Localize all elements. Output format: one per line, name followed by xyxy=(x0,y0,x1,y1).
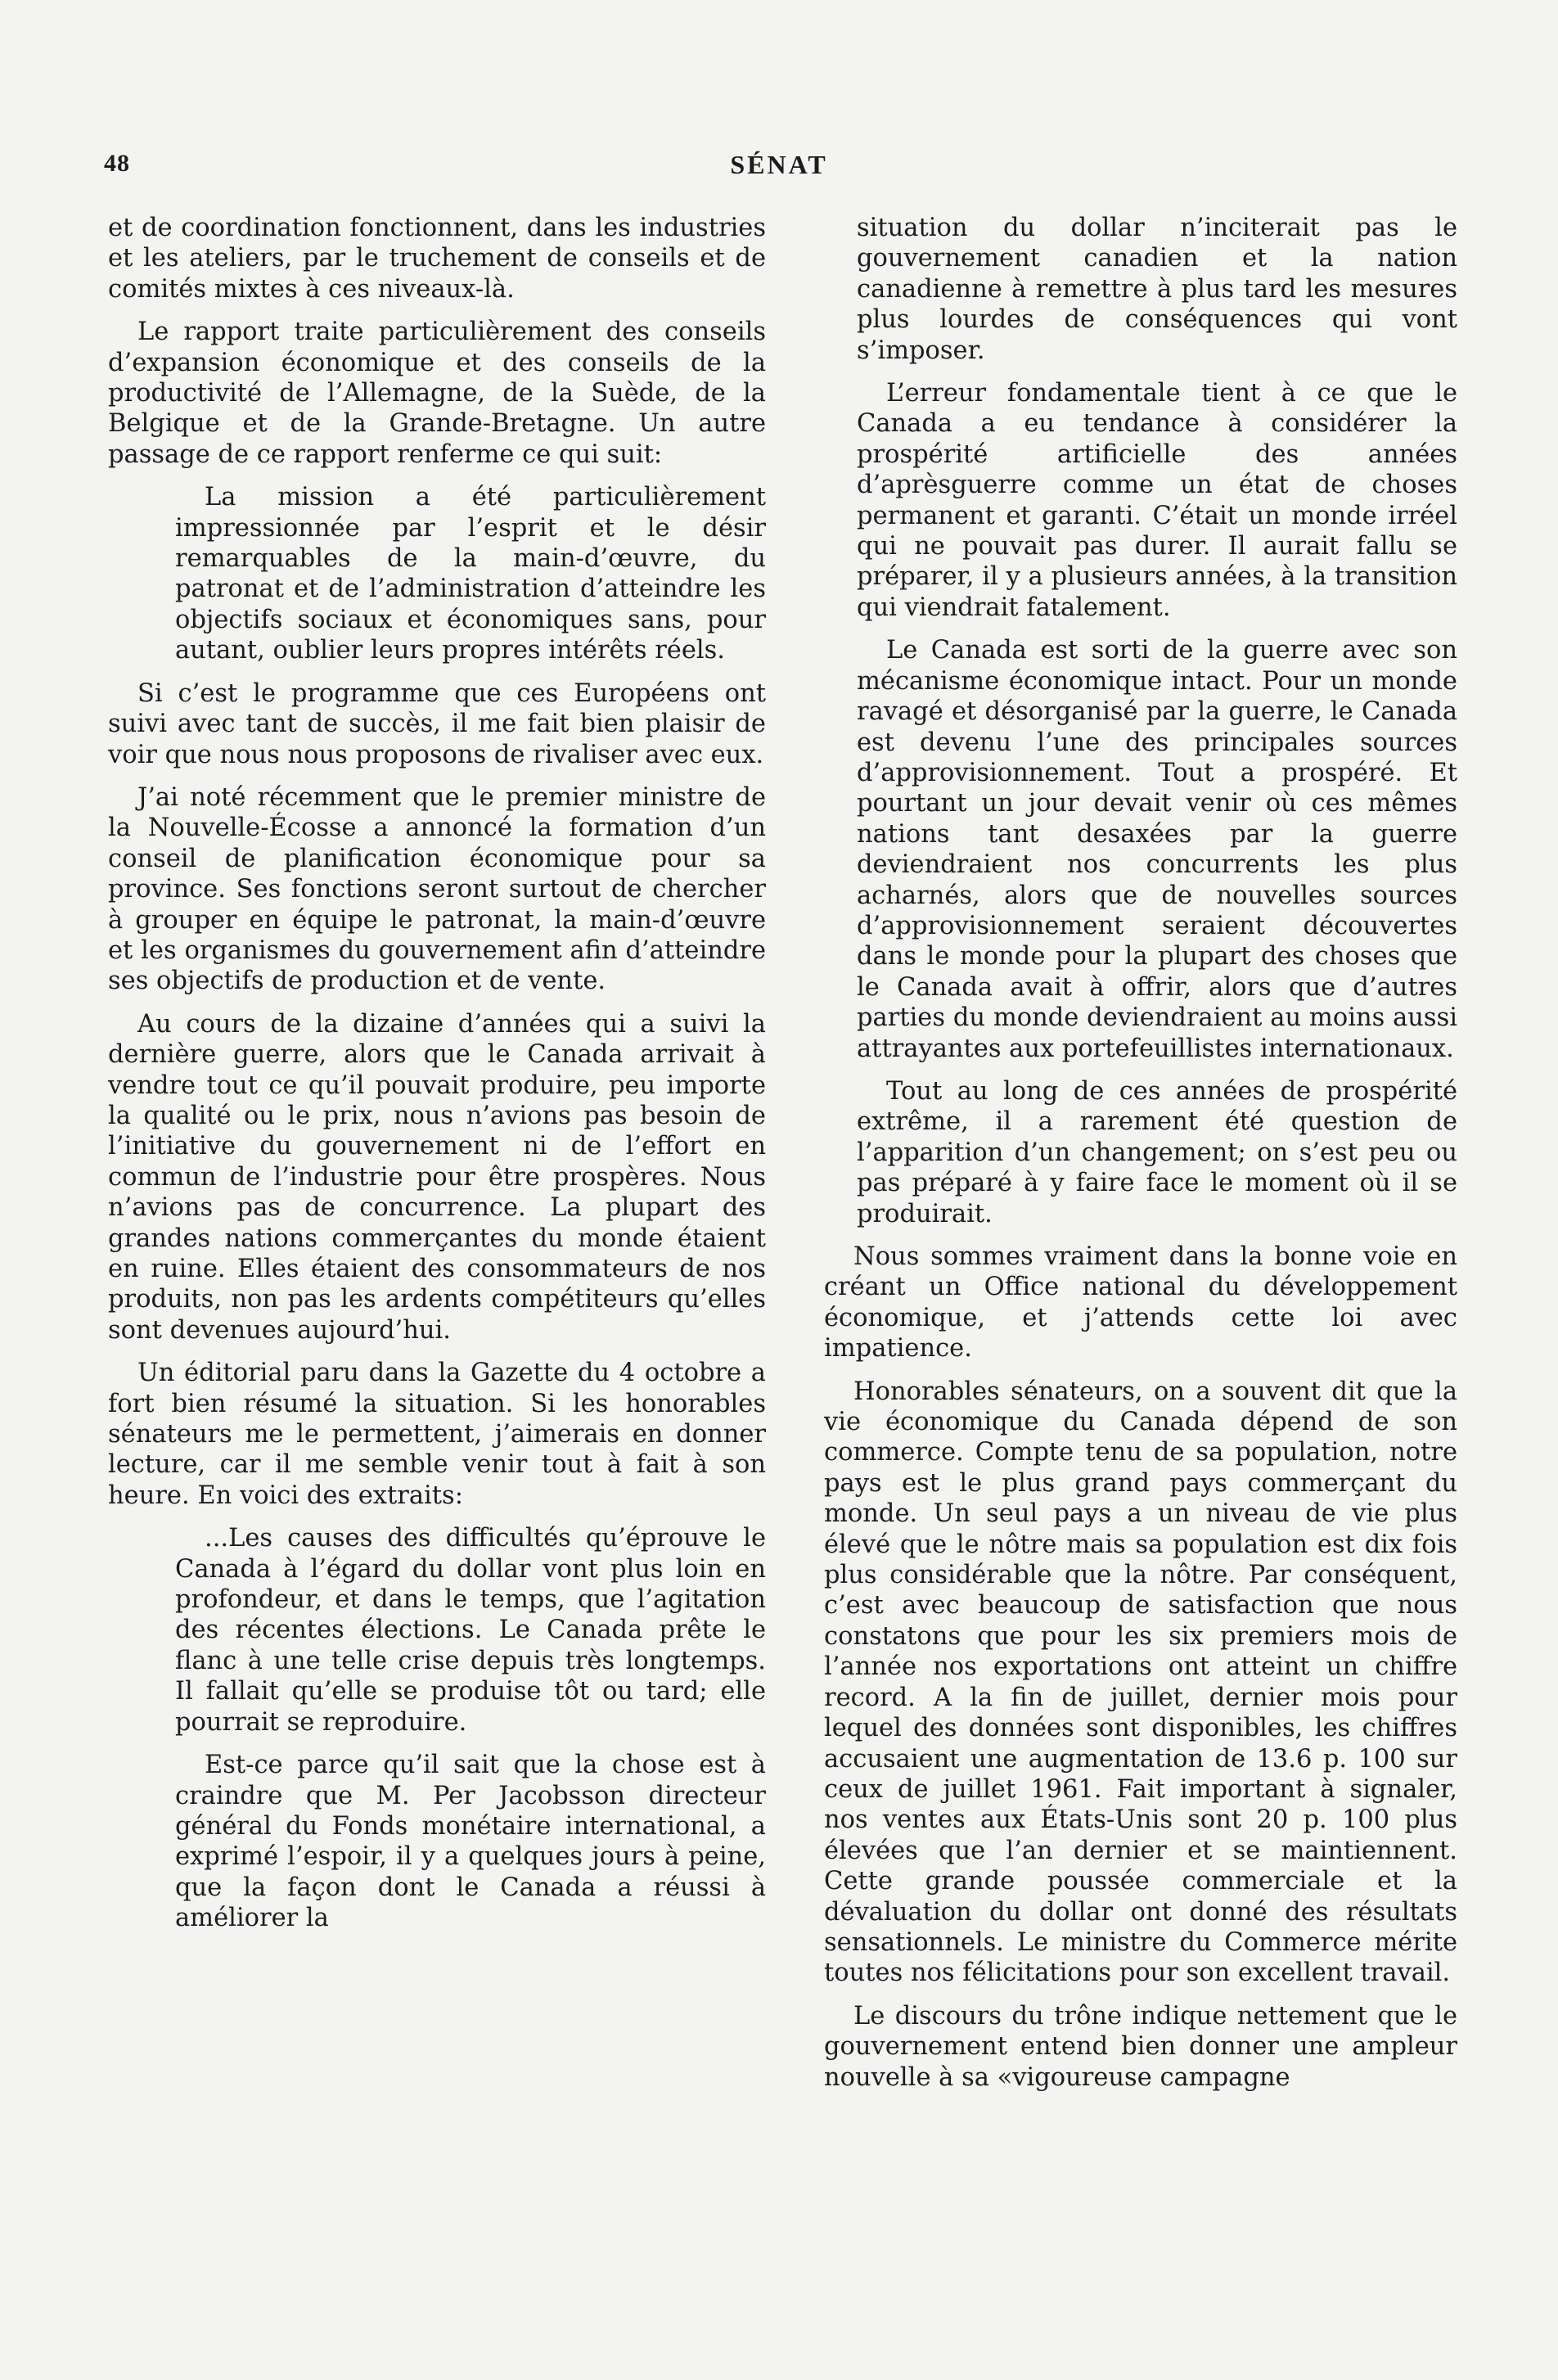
paragraph: Si c’est le programme que ces Européens ont suivi avec tant de succès, il me fait bien plaisir de voir que nous nous proposons de rivaliser avec eux. xyxy=(108,678,766,769)
paragraph: Un éditorial paru dans la Gazette du 4 octobre a fort bien résumé la situation. Si les honorables sénateurs me le permettent, j’aimerais en donner lecture, car il me semble venir tout à fait à son heure. En voici des extraits: xyxy=(108,1359,766,1510)
paragraph: Le rapport traite particulièrement des conseils d’expansion économique et des conseils de la productivité de l’Allemagne, de la Suède, de la Belgique et de la Grande-Bretagne. Un autre passage de ce rapport renferme ce qui suit: xyxy=(108,318,766,469)
right-column xyxy=(824,213,1457,2105)
quoted-paragraph: La mission a été particulièrement impressionnée par l’esprit et le désir remarquables de la main-d’œuvre, du patronat et de l’administration d’atteindre les objectifs sociaux et économiques sans, pour autant, oublier leurs propres intérêts réels. xyxy=(175,483,766,665)
page-number: 48 xyxy=(104,150,130,177)
running-head: SÉNAT xyxy=(730,150,828,179)
quoted-paragraph: Est-ce parce qu’il sait que la chose est à craindre que M. Per Jacobsson directeur général du Fonds monétaire international, a exprimé l’espoir, il y a quelques jours à peine, que la façon dont le Canada a réussi à améliorer la xyxy=(175,1751,766,1933)
left-column xyxy=(108,213,766,1946)
paragraph: et de coordination fonctionnent, dans les industries et les ateliers, par le truchement de conseils et de comités mixtes à ces niveaux-là. xyxy=(108,214,766,304)
paragraph: Au cours de la dizaine d’années qui a suivi la dernière guerre, alors que le Canada arrivait à vendre tout ce qu’il pouvait produire, peu importe la qualité ou le prix, nous n’avions pas besoin de l’initiative du gouvernement ni de l’effort en commun de l’industrie pour être prospères. Nous n’avions pas de concurrence. La plupart des grandes nations commerçantes du monde étaient en ruine. Elles étaient des consommateurs de nos produits, non pas les ardents compétiteurs qu’elles sont devenues aujourd’hui. xyxy=(108,1009,766,1345)
quoted-paragraph: ...Les causes des difficultés qu’éprouve le Canada à l’égard du dollar vont plus loin en profondeur, et dans le temps, que l’agitation des récentes élections. Le Canada prête le flanc à une telle crise depuis très longtemps. Il fallait qu’elle se produise tôt ou tard; elle pourrait se reproduire. xyxy=(175,1524,766,1737)
paragraph: Le discours du trône indique nettement que le gouvernement entend bien donner une ampleur nouvelle à sa «vigoureuse campagne xyxy=(824,2001,1457,2092)
quoted-paragraph: Le Canada est sorti de la guerre avec son mécanisme économique intact. Pour un monde ravagé et désorganisé par la guerre, le Canada est devenu l’une des principales sources d’approvisionnement. Tout a prospéré. Et pourtant un jour devait venir où ces mêmes nations tant desaxées par la guerre deviendraient nos concurrents les plus acharnés, alors que de nouvelles sources d’approvisionnement seraient découvertes dans le monde pour la plupart des choses que le Canada avait à offrir, alors que d’autres parties du monde deviendraient au moins aussi attrayantes aux portefeuillistes internationaux. xyxy=(857,636,1457,1063)
quoted-paragraph: L’erreur fondamentale tient à ce que le Canada a eu tendance à considérer la prospérité artificielle des années d’aprèsguerre comme un état de choses permanent et garanti. C’était un monde irréel qui ne pouvait pas durer. Il aurait fallu se préparer, il y a plusieurs années, à la transition qui viendrait fatalement. xyxy=(857,379,1457,622)
paragraph: J’ai noté récemment que le premier ministre de la Nouvelle-Écosse a annoncé la formation d’un conseil de planification économique pour sa province. Ses fonctions seront surtout de chercher à grouper en équipe le patronat, la main-d’œuvre et les organismes du gouvernement afin d’atteindre ses objectifs de production et de vente. xyxy=(108,782,766,996)
paragraph: Nous sommes vraiment dans la bonne voie en créant un Office national du développement économique, et j’attends cette loi avec impatience. xyxy=(824,1242,1457,1364)
quoted-paragraph: Tout au long de ces années de prospérité extrême, il a rarement été question de l’apparition d’un changement; on s’est peu ou pas préparé à y faire face le moment où il se produirait. xyxy=(857,1076,1457,1228)
paragraph: Honorables sénateurs, on a souvent dit que la vie économique du Canada dépend de son commerce. Compte tenu de sa population, notre pays est le plus grand pays commerçant du monde. Un seul pays a un niveau de vie plus élevé que le nôtre mais sa population est dix fois plus considérable que la nôtre. Par conséquent, c’est avec beaucoup de satisfaction que nous constatons que pour les six premiers mois de l’année nos exportations ont atteint un chiffre record. A la fin de juillet, dernier mois pour lequel des données sont disponibles, les chiffres accusaient une augmentation de 13.6 p. 100 sur ceux de juillet 1961. Fait important à signaler, nos ventes aux États-Unis sont 20 p. 100 plus élevées que l’an dernier et se maintiennent. Cette grande poussée commerciale et la dévaluation du dollar ont donné des résultats sensationnels. Le ministre du Commerce mérite toutes nos félicitations pour son excellent travail. xyxy=(824,1377,1457,1988)
quoted-paragraph: situation du dollar n’inciterait pas le gouvernement canadien et la nation canadienne à remettre à plus tard les mesures plus lourdes de conséquences qui vont s’imposer. xyxy=(857,214,1457,365)
